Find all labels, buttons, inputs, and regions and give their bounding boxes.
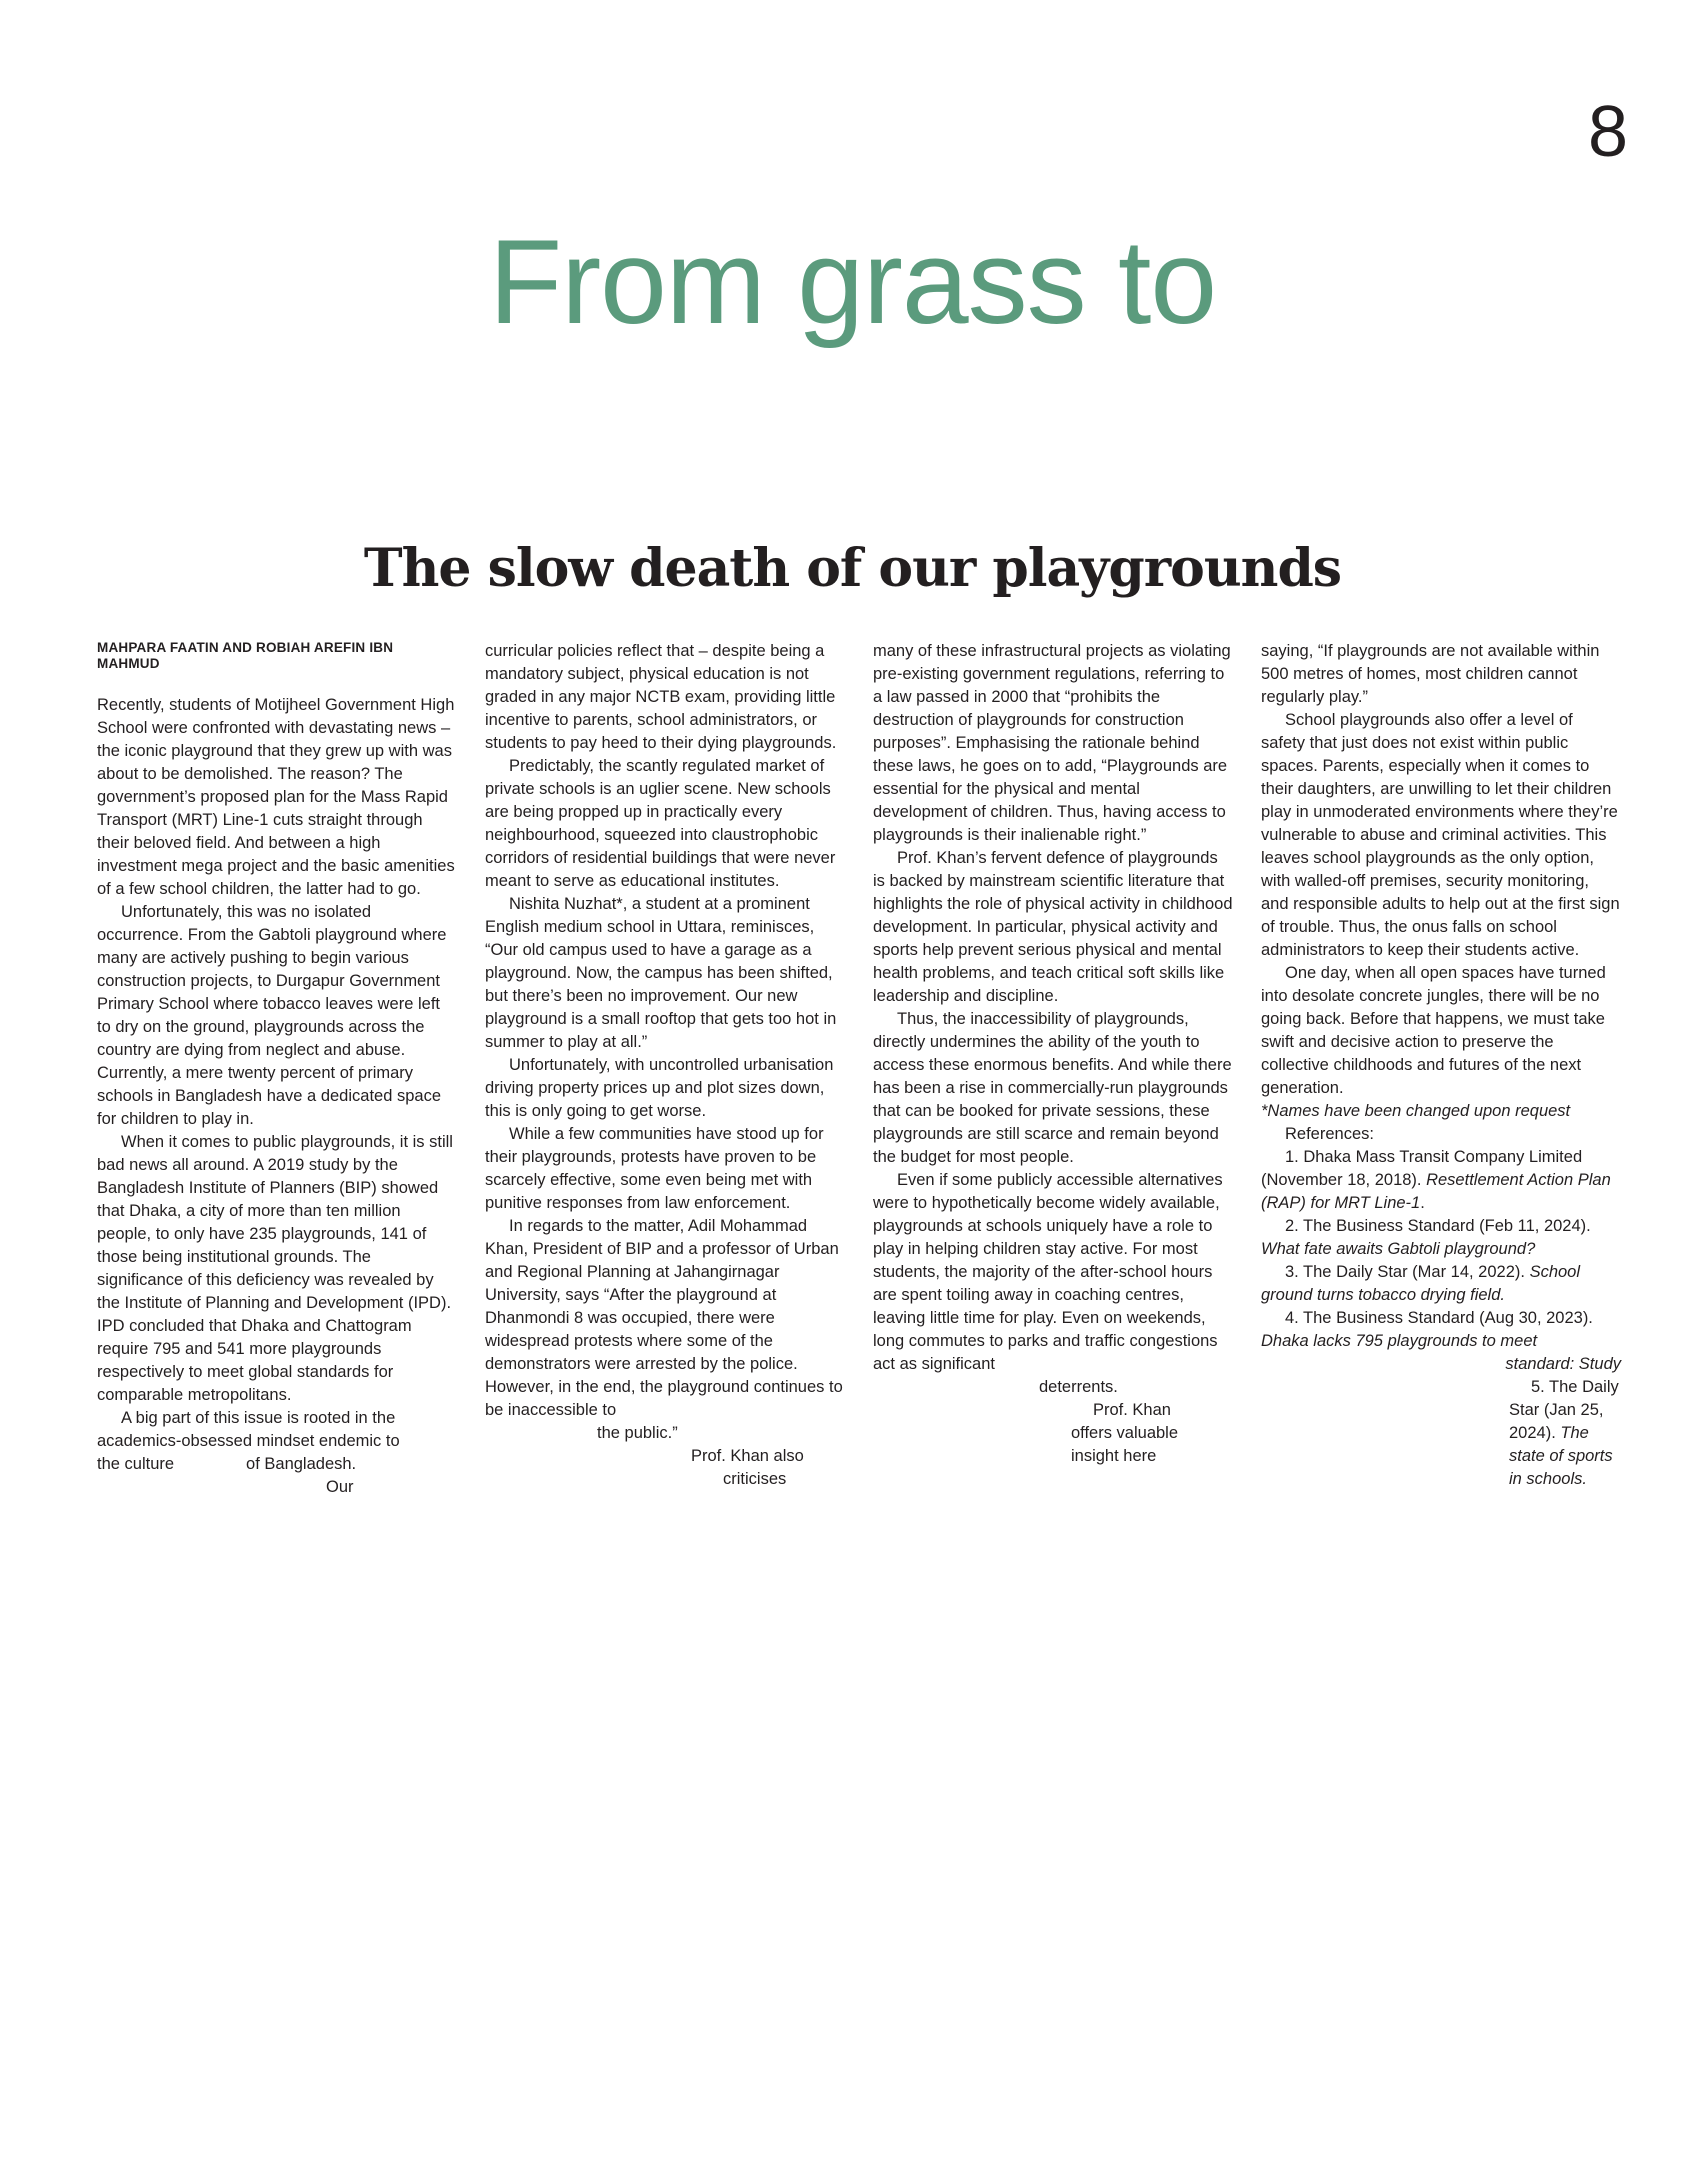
article-column-4 [1261, 640, 1621, 1491]
text-fragment: offers valuable [1071, 1424, 1179, 1442]
paragraph: In regards to the matter, Adil Mohammad Khan, President of BIP and a professor of Urban and Regional Planning at Jahangirnagar University, says “After the playground at Dhanmondi 8 was occupied, there were widespread protests where some of the demonstrators were arrested by the police. However, in the end, the playground continues to be inaccessible to [485, 1217, 843, 1419]
footnote: *Names have been changed upon request [1261, 1102, 1571, 1120]
reference-source: 5. The Daily [1531, 1378, 1619, 1396]
reference-punct: . [1420, 1194, 1425, 1212]
text-fragment: criticises [723, 1470, 787, 1488]
reference-title: School ground turns tobacco drying field. [1261, 1263, 1581, 1304]
paragraph: curricular policies reflect that – despite being a mandatory subject, physical education is not graded in any major NCTB exam, providing little incentive to parents, school administrators, or students to pay heed to their dying playgrounds. [485, 642, 837, 752]
reference-source: 2024). [1509, 1424, 1561, 1442]
text-wrap-line [873, 1376, 1233, 1399]
reference-source: 1. Dhaka Mass Transit Company Limited (November 18, 2018). [1261, 1148, 1583, 1189]
text-wrap-line [1261, 1468, 1621, 1491]
reference-source: 3. The Daily Star (Mar 14, 2022). [1285, 1263, 1530, 1281]
paragraph: Unfortunately, with uncontrolled urbanisation driving property prices up and plot sizes down, this is only going to get worse. [485, 1056, 834, 1120]
text-wrap-line [1261, 1353, 1621, 1376]
text-fragment: the culture [97, 1455, 175, 1473]
byline: MAHPARA FAATIN AND ROBIAH AREFIN IBN MAHMUD [97, 640, 394, 671]
text-wrap-line [873, 1445, 1233, 1468]
text-wrap-line [873, 1422, 1233, 1445]
paragraph: While a few communities have stood up for their playgrounds, protests have proven to be scarcely effective, some even being met with punitive responses from law enforcement. [485, 1125, 824, 1212]
paragraph: A big part of this issue is rooted in the academics-obsessed mindset endemic to [97, 1409, 400, 1450]
text-wrap-line [1261, 1399, 1621, 1422]
article-column-2 [485, 640, 845, 1491]
text-wrap-line [1261, 1422, 1621, 1445]
paragraph: When it comes to public playgrounds, it is still bad news all around. A 2019 study by the Bangladesh Institute of Planners (BIP) showed that Dhaka, a city of more than ten million people, to only have 235 playgrounds, 141 of those being institutional grounds. The significance of this deficiency was revealed by the Institute of Planning and Development (IPD). IPD concluded that Dhaka and Chattogram require 795 and 541 more playgrounds respectively to meet global standards for comparable metropolitans. [97, 1133, 453, 1404]
paragraph: School playgrounds also offer a level of safety that just does not exist within public spaces. Parents, especially when it comes to their daughters, are unwilling to let their children play in unmoderated environments where they’re vulnerable to abuse and criminal activities. This leaves school playgrounds as the only option, with walled-off premises, security monitoring, and responsible adults to help out at the first sign of trouble. Thus, the onus falls on school administrators to keep their students active. [1261, 711, 1620, 959]
paragraph: saying, “If playgrounds are not available within 500 metres of homes, most children cannot regularly play.” [1261, 642, 1600, 706]
reference-title: in schools. [1509, 1470, 1587, 1488]
paragraph: many of these infrastructural projects as violating pre-existing government regulations, referring to a law passed in 2000 that “prohibits the destruction of playgrounds for construction purposes”. Emphasising the rationale behind these laws, he goes on to add, “Playgrounds are essential for the physical and mental development of children. Thus, having access to playgrounds is their inalienable right.” [873, 642, 1231, 844]
text-fragment: Our [326, 1478, 354, 1496]
text-fragment: of Bangladesh. [246, 1455, 357, 1473]
paragraph: Even if some publicly accessible alternatives were to hypothetically become widely available, playgrounds at schools uniquely have a role to play in helping children stay active. For most students, the majority of the after-school hours are spent toiling away in coaching centres, leaving little time for play. Even on weekends, long commutes to parks and traffic congestions act as significant [873, 1171, 1223, 1373]
paragraph: Recently, students of Motijheel Government High School were confronted with devastating news – the iconic playground that they grew up with was about to be demolished. The reason? The government’s proposed plan for the Mass Rapid Transport (MRT) Line-1 cuts straight through their beloved field. And between a high investment mega project and the basic amenities of a few school children, the latter had to go. [97, 696, 455, 898]
text-wrap-line [97, 1453, 457, 1476]
reference-title: state of sports [1509, 1447, 1613, 1465]
reference-source: 4. The Business Standard (Aug 30, 2023). [1285, 1309, 1593, 1327]
paragraph: Nishita Nuzhat*, a student at a prominent English medium school in Uttara, reminisces, “Our old campus used to have a garage as a playground. Now, the campus has been shifted, but there’s been no improvement. Our new playground is a small rooftop that gets too hot in summer to play at all.” [485, 895, 837, 1051]
article-column-1 [97, 640, 457, 1499]
paragraph: Prof. Khan’s fervent defence of playgrounds is backed by mainstream scientific literature that highlights the role of physical activity in childhood development. In particular, physical activity and sports help prevent serious physical and mental health problems, and teach critical soft skills like leadership and discipline. [873, 849, 1233, 1005]
section-title: From grass to [488, 215, 1217, 349]
text-wrap-line [97, 1476, 457, 1499]
reference-item [1261, 1261, 1621, 1307]
page-number: 8 [1587, 92, 1628, 172]
reference-title: Dhaka lacks 795 playgrounds to meet [1261, 1332, 1538, 1350]
paragraph: Thus, the inaccessibility of playgrounds, directly undermines the ability of the youth to access these enormous benefits. And while there has been a rise in commercially-run playgrounds that can be booked for private sessions, these playgrounds are still scarce and remain beyond the budget for most people. [873, 1010, 1232, 1166]
reference-title: Resettlement Action Plan (RAP) for MRT Line-1 [1261, 1171, 1611, 1212]
text-wrap-line [873, 1399, 1233, 1422]
paragraph: One day, when all open spaces have turned into desolate concrete jungles, there will be no going back. Before that happens, we must take swift and decisive action to preserve the collective childhoods and futures of the next generation. [1261, 964, 1606, 1097]
text-wrap-line [1261, 1376, 1621, 1399]
reference-title: What fate awaits Gabtoli playground? [1261, 1240, 1536, 1258]
reference-item [1261, 1146, 1621, 1215]
references-heading: References: [1285, 1125, 1374, 1143]
text-wrap-line [1261, 1445, 1621, 1468]
reference-source: Star (Jan 25, [1509, 1401, 1604, 1419]
paragraph: Unfortunately, this was no isolated occurrence. From the Gabtoli playground where many are actively pushing to begin various construction projects, to Durgapur Government Primary School where tobacco leaves were left to dry on the ground, playgrounds across the country are dying from neglect and abuse. Currently, a mere twenty percent of primary schools in Bangladesh have a dedicated space for children to play in. [97, 903, 447, 1128]
text-fragment: insight here [1071, 1447, 1157, 1465]
article-column-3 [873, 640, 1233, 1468]
reference-title: The [1560, 1424, 1589, 1442]
text-wrap-line [485, 1445, 845, 1468]
reference-title: standard: Study [1505, 1355, 1621, 1373]
text-fragment: Prof. Khan [1093, 1401, 1171, 1419]
text-fragment: deterrents. [1039, 1378, 1118, 1396]
text-wrap-line [485, 1422, 845, 1445]
text-fragment: the public.” [597, 1424, 678, 1442]
article-headline: The slow death of our playgrounds [363, 538, 1342, 599]
paragraph: Predictably, the scantly regulated market of private schools is an uglier scene. New schools are being propped up in practically every neighbourhood, squeezed into claustrophobic corridors of residential buildings that were never meant to serve as educational institutes. [485, 757, 836, 890]
text-fragment: Prof. Khan also [691, 1447, 804, 1465]
reference-item [1261, 1215, 1621, 1261]
text-wrap-line [485, 1468, 845, 1491]
reference-item [1261, 1307, 1621, 1353]
reference-source: 2. The Business Standard (Feb 11, 2024). [1285, 1217, 1591, 1235]
